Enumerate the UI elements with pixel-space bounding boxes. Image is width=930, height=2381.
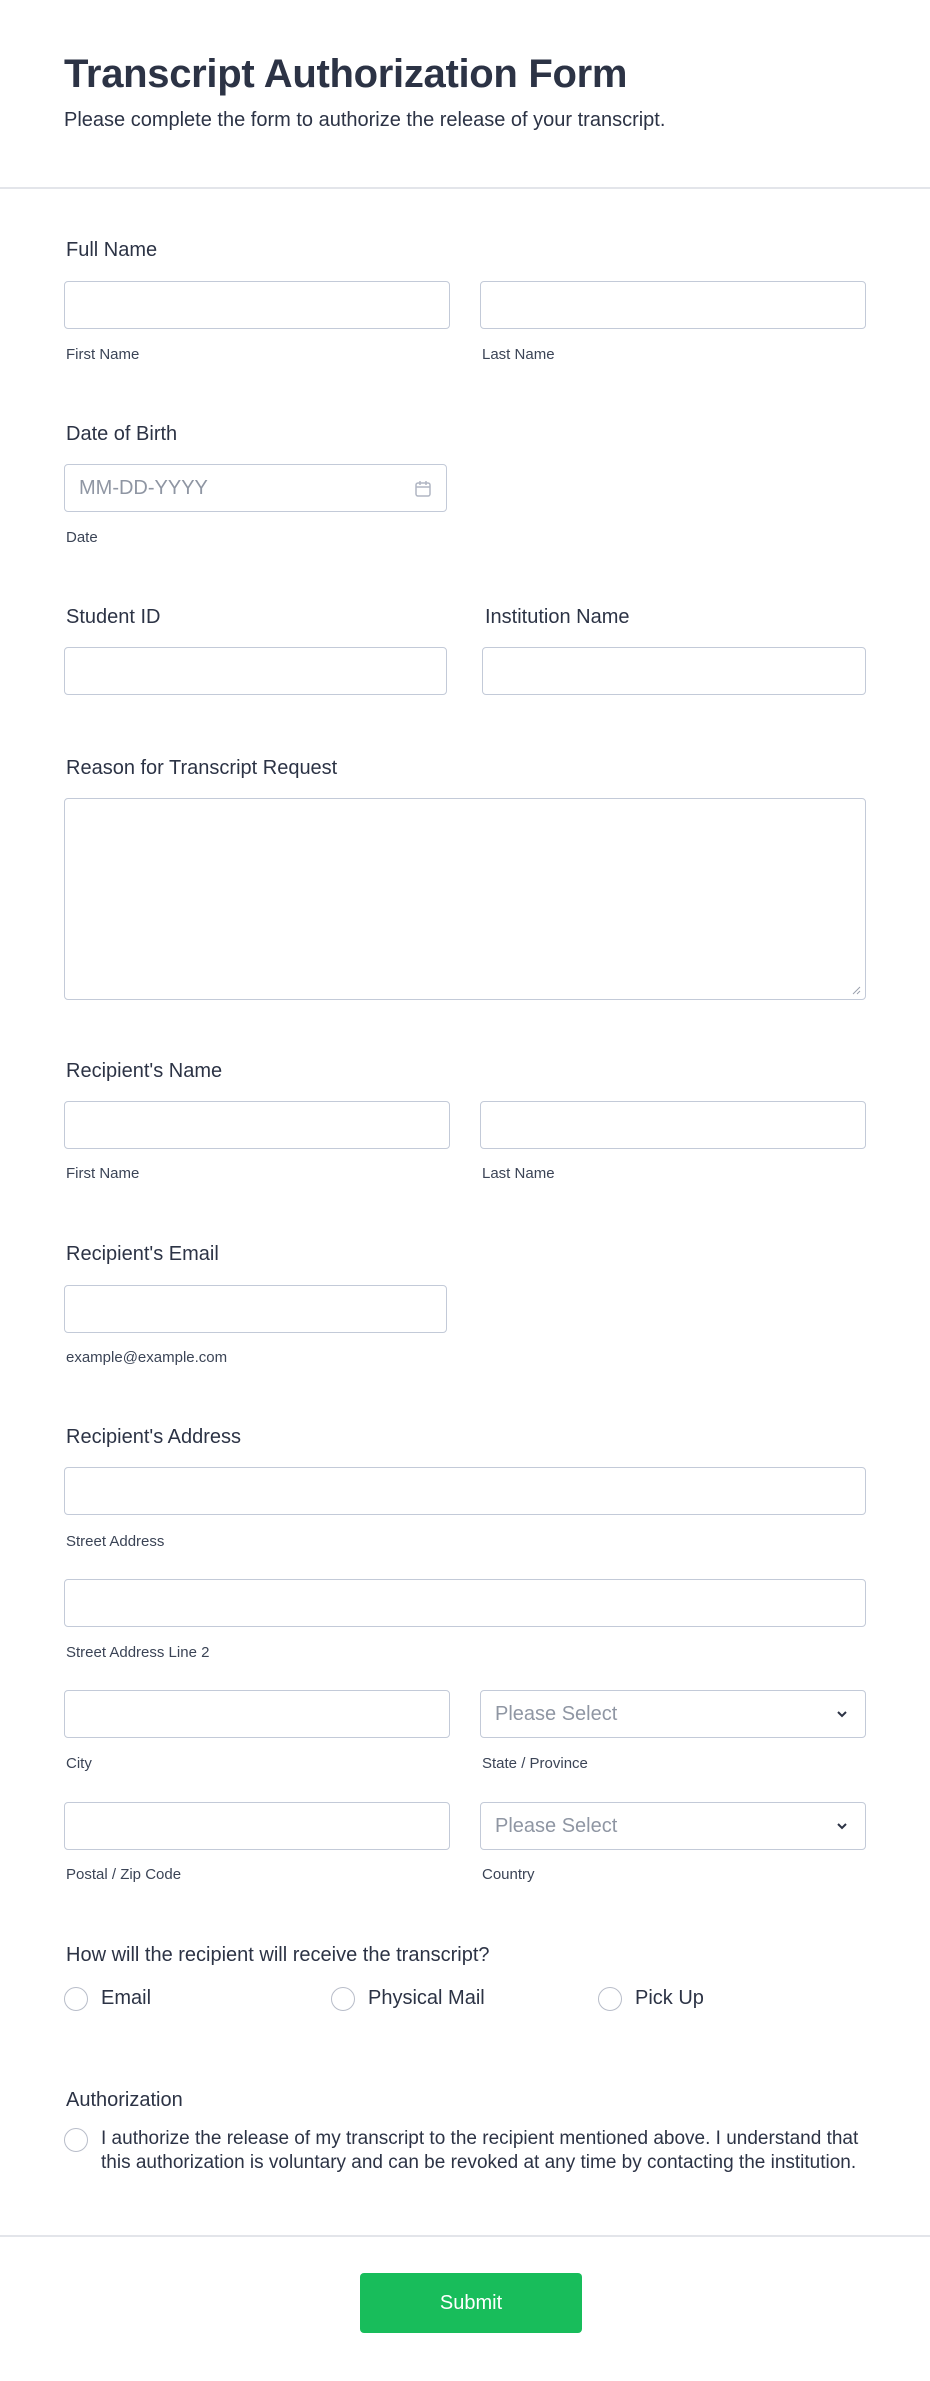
radio-physical-mail[interactable] [331,1987,355,2011]
full-name-label: Full Name [66,239,158,261]
city-input[interactable] [64,1690,450,1738]
reason-label: Reason for Transcript Request [66,757,338,779]
student-id-label: Student ID [66,606,161,628]
street-address-input[interactable] [64,1467,866,1515]
recipient-last-name-input[interactable] [480,1101,866,1149]
street-address-2-input[interactable] [64,1579,866,1627]
zip-input[interactable] [64,1802,450,1850]
page-title: Transcript Authorization Form [64,52,628,96]
last-name-sublabel: Last Name [482,346,555,363]
recipient-email-input[interactable] [64,1285,447,1333]
zip-sublabel: Postal / Zip Code [66,1866,182,1883]
recipient-last-name-sublabel: Last Name [482,1165,555,1182]
radio-physical-mail-label[interactable]: Physical Mail [368,1987,485,2009]
recipient-first-name-sublabel: First Name [66,1165,140,1182]
institution-label: Institution Name [485,606,630,628]
delivery-question: How will the recipient will receive the transcript? [66,1944,490,1966]
country-select-value: Please Select [495,1815,618,1837]
radio-pick-up-label[interactable]: Pick Up [635,1987,704,2009]
authorization-checkbox[interactable] [64,2128,88,2152]
student-id-input[interactable] [64,647,447,695]
address-label: Recipient's Address [66,1426,242,1448]
calendar-icon[interactable] [414,479,432,499]
country-select[interactable] [480,1802,866,1850]
recipient-name-label: Recipient's Name [66,1060,223,1082]
footer-divider [0,2235,930,2237]
radio-email-label[interactable]: Email [101,1987,152,2009]
radio-email[interactable] [64,1987,88,2011]
city-sublabel: City [66,1755,92,1772]
institution-input[interactable] [482,647,866,695]
recipient-email-sublabel: example@example.com [66,1349,228,1366]
dob-placeholder: MM-DD-YYYY [79,477,208,499]
header-divider [0,187,930,189]
dob-label: Date of Birth [66,423,178,445]
street-address-2-sublabel: Street Address Line 2 [66,1644,210,1661]
first-name-input[interactable] [64,281,450,329]
state-sublabel: State / Province [482,1755,588,1772]
state-select-value: Please Select [495,1703,618,1725]
resize-handle-icon[interactable] [851,985,861,995]
first-name-sublabel: First Name [66,346,140,363]
dob-input[interactable] [64,464,447,512]
street-address-sublabel: Street Address [66,1533,165,1550]
reason-textarea[interactable] [64,798,866,1000]
chevron-down-icon [833,1705,851,1723]
chevron-down-icon [833,1817,851,1835]
dob-sublabel: Date [66,529,98,546]
last-name-input[interactable] [480,281,866,329]
country-sublabel: Country [482,1866,535,1883]
authorization-label: Authorization [66,2089,183,2111]
recipient-first-name-input[interactable] [64,1101,450,1149]
state-select[interactable] [480,1690,866,1738]
recipient-email-label: Recipient's Email [66,1243,219,1265]
radio-pick-up[interactable] [598,1987,622,2011]
submit-button[interactable]: Submit [360,2273,582,2333]
authorization-text[interactable]: I authorize the release of my transcript to the recipient mentioned above. I understand that this authorization is voluntary and can be revoked at any time by contacting the institution. [101,2128,859,2173]
page-subtitle: Please complete the form to authorize the release of your transcript. [64,109,666,131]
